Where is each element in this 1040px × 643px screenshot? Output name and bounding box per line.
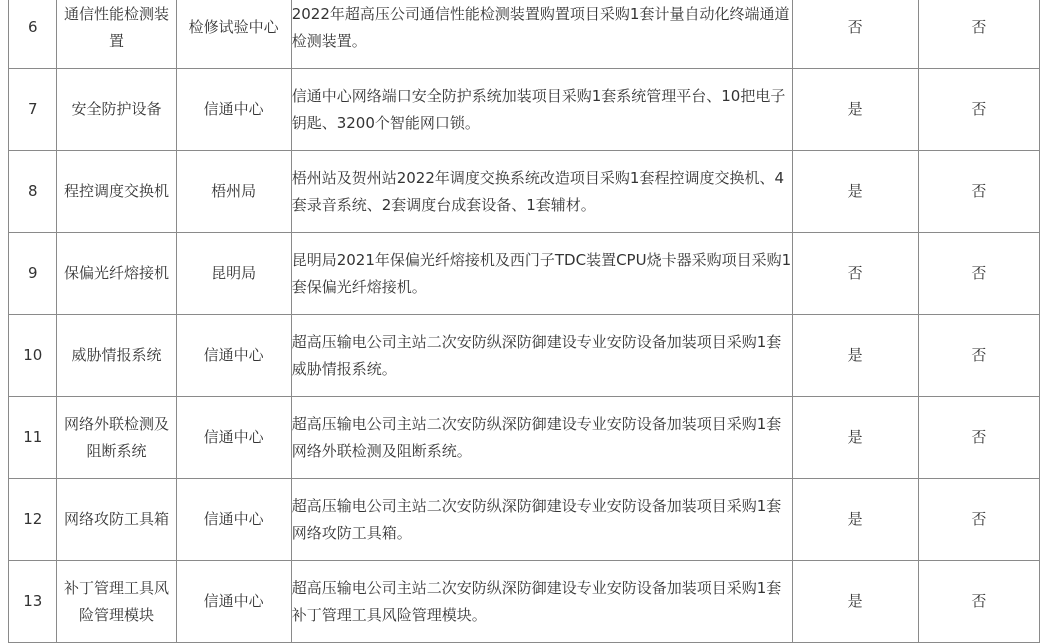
department: 梧州局 (176, 151, 291, 233)
department: 信通中心 (176, 561, 291, 643)
department: 检修试验中心 (176, 0, 291, 69)
flag-column-1: 是 (792, 561, 918, 643)
flag-column-2: 否 (918, 233, 1039, 315)
department: 信通中心 (176, 479, 291, 561)
flag-column-2: 否 (918, 561, 1039, 643)
equipment-name: 网络外联检测及阻断系统 (57, 397, 176, 479)
row-number: 11 (9, 397, 57, 479)
equipment-name: 程控调度交换机 (57, 151, 176, 233)
flag-column-2: 否 (918, 69, 1039, 151)
procurement-table (8, 0, 1040, 643)
flag-column-2: 否 (918, 0, 1039, 69)
row-number: 6 (9, 0, 57, 69)
row-number: 8 (9, 151, 57, 233)
table-row (9, 69, 1040, 151)
flag-column-2: 否 (918, 151, 1039, 233)
department: 信通中心 (176, 69, 291, 151)
equipment-name: 安全防护设备 (57, 69, 176, 151)
table-row (9, 397, 1040, 479)
flag-column-1: 是 (792, 151, 918, 233)
table-row (9, 315, 1040, 397)
row-number: 9 (9, 233, 57, 315)
table-row (9, 479, 1040, 561)
project-description: 梧州站及贺州站2022年调度交换系统改造项目采购1套程控调度交换机、4套录音系统、2套调度台成套设备、1套辅材。 (291, 151, 792, 233)
department: 信通中心 (176, 397, 291, 479)
project-description: 超高压输电公司主站二次安防纵深防御建设专业安防设备加装项目采购1套威胁情报系统。 (291, 315, 792, 397)
equipment-name: 威胁情报系统 (57, 315, 176, 397)
flag-column-2: 否 (918, 315, 1039, 397)
row-number: 7 (9, 69, 57, 151)
department: 昆明局 (176, 233, 291, 315)
flag-column-1: 是 (792, 315, 918, 397)
table-row (9, 0, 1040, 69)
row-number: 10 (9, 315, 57, 397)
flag-column-1: 否 (792, 0, 918, 69)
table-row (9, 151, 1040, 233)
department: 信通中心 (176, 315, 291, 397)
equipment-name: 保偏光纤熔接机 (57, 233, 176, 315)
flag-column-1: 否 (792, 233, 918, 315)
project-description: 信通中心网络端口安全防护系统加装项目采购1套系统管理平台、10把电子钥匙、3200个智能网口锁。 (291, 69, 792, 151)
row-number: 13 (9, 561, 57, 643)
flag-column-2: 否 (918, 397, 1039, 479)
row-number: 12 (9, 479, 57, 561)
table-row (9, 233, 1040, 315)
equipment-name: 网络攻防工具箱 (57, 479, 176, 561)
table-row (9, 561, 1040, 643)
flag-column-1: 是 (792, 479, 918, 561)
flag-column-1: 是 (792, 397, 918, 479)
flag-column-1: 是 (792, 69, 918, 151)
table-body (9, 0, 1040, 643)
equipment-name: 通信性能检测装置 (57, 0, 176, 69)
project-description: 超高压输电公司主站二次安防纵深防御建设专业安防设备加装项目采购1套网络攻防工具箱。 (291, 479, 792, 561)
project-description: 昆明局2021年保偏光纤熔接机及西门子TDC装置CPU烧卡器采购项目采购1套保偏光纤熔接机。 (291, 233, 792, 315)
flag-column-2: 否 (918, 479, 1039, 561)
equipment-name: 补丁管理工具风险管理模块 (57, 561, 176, 643)
project-description: 2022年超高压公司通信性能检测装置购置项目采购1套计量自动化终端通道检测装置。 (291, 0, 792, 69)
project-description: 超高压输电公司主站二次安防纵深防御建设专业安防设备加装项目采购1套补丁管理工具风险管理模块。 (291, 561, 792, 643)
project-description: 超高压输电公司主站二次安防纵深防御建设专业安防设备加装项目采购1套网络外联检测及阻断系统。 (291, 397, 792, 479)
